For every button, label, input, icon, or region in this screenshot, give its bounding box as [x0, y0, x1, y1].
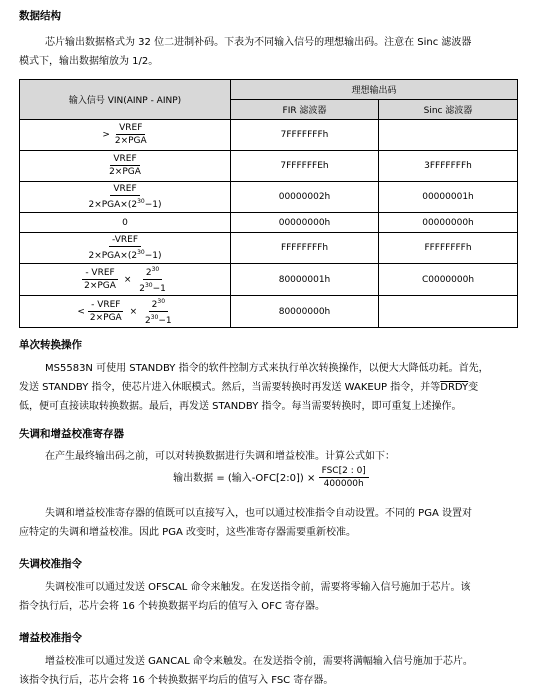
sinc-cell: 00000001h — [379, 182, 518, 213]
offset-line2: 指令执行后，芯片会将 16 个转换数据平均后的值写入 OFC 寄存器。 — [19, 601, 326, 612]
output-code-table — [19, 79, 518, 328]
input-cell: $\frac{\text{VREF}}{\text{2×PGA}}$ — [20, 151, 231, 182]
table-row — [20, 213, 518, 233]
section-title-gain-command: 增益校准指令 — [19, 632, 82, 644]
data-structure-line1: 芯片输出数据格式为 32 位二进制补码。下表为不同输入信号的理想输出码。注意在 Sinc 滤波器 — [45, 37, 472, 48]
sinc-cell: FFFFFFFFh — [379, 233, 518, 264]
section-title-calibration-registers: 失调和增益校准寄存器 — [19, 428, 124, 440]
sinc-cell — [379, 120, 518, 151]
fir-cell: 00000000h — [231, 213, 379, 233]
input-cell: $\frac{\text{VREF}}{2\times PGA\times(2^{30}-1)}$ — [20, 182, 231, 213]
sinc-cell — [379, 296, 518, 328]
table-row — [20, 151, 518, 182]
sinc-cell: C0000000h — [379, 264, 518, 296]
gain-command-paragraph — [19, 652, 523, 690]
input-cell: 0 — [20, 213, 231, 233]
fir-cell: 7FFFFFFEh — [231, 151, 379, 182]
calibration-formula: 输出数据 = (输入-OFC[2:0]) × $\frac{\text{FSC[2 : 0]}}{400000h}$ — [0, 466, 542, 490]
fir-cell: FFFFFFFFh — [231, 233, 379, 264]
header-input-signal: 输入信号 VIN(AINP - AINP) — [20, 80, 231, 120]
gain-line2: 该指令执行后，芯片会将 16 个转换数据平均后的值写入 FSC 寄存器。 — [19, 675, 334, 686]
data-structure-line2: 模式下，输出数据缩放为 1/2。 — [19, 56, 159, 67]
calibration-line2: 失调和增益校准寄存器的值既可以直接写入，也可以通过校准指令自动设置。不同的 PGA 设置对 — [45, 508, 472, 519]
fir-cell: 80000001h — [231, 264, 379, 296]
fir-cell: 80000000h — [231, 296, 379, 328]
offset-command-paragraph — [19, 578, 523, 616]
fir-cell: 00000002h — [231, 182, 379, 213]
header-sinc: Sinc 滤波器 — [379, 100, 518, 120]
table-row — [20, 233, 518, 264]
table-row — [20, 182, 518, 213]
data-structure-paragraph — [19, 33, 523, 71]
single-conversion-paragraph — [19, 359, 523, 416]
calibration-line3: 应特定的失调和增益校准。因此 PGA 改变时，这些准寄存器需要重新校准。 — [19, 527, 356, 538]
fir-cell: 7FFFFFFFh — [231, 120, 379, 151]
calibration-paragraph — [19, 504, 523, 542]
input-cell: > $\frac{\text{VREF}}{\text{2×PGA}}$ — [20, 120, 231, 151]
section-title-offset-command: 失调校准指令 — [19, 558, 82, 570]
offset-line1: 失调校准可以通过发送 OFSCAL 命令来触发。在发送指令前，需要将零输入信号施加于芯片。该 — [45, 582, 471, 593]
table-row — [20, 264, 518, 296]
single-line2: 发送 STANDBY 指令，使芯片进入休眠模式。然后，当需要转换时再发送 WAKEUP 指令，并等DRDY变 — [19, 382, 479, 393]
section-title-data-structure: 数据结构 — [19, 10, 61, 22]
sinc-cell: 00000000h — [379, 213, 518, 233]
section-title-single-conversion: 单次转换操作 — [19, 339, 82, 351]
header-fir: FIR 滤波器 — [231, 100, 379, 120]
table-row — [20, 296, 518, 328]
single-line1: MS5583N 可使用 STANDBY 指令的软件控制方式来执行单次转换操作，以便大大降低功耗。首先， — [45, 363, 489, 374]
input-cell: $\frac{\text{- VREF}}{\text{2×PGA}}$ × $\frac{2^{30}}{2^{30}-1}$ — [20, 264, 231, 296]
input-cell: $\frac{\text{-VREF}}{2\times PGA\times(2^{30}-1)}$ — [20, 233, 231, 264]
header-ideal-output: 理想输出码 — [231, 80, 518, 100]
calibration-intro: 在产生最终输出码之前，可以对转换数据进行失调和增益校准。计算公式如下： — [45, 451, 395, 462]
input-cell: < $\frac{\text{- VREF}}{\text{2×PGA}}$ × $\frac{2^{30}}{2^{30}-1}$ — [20, 296, 231, 328]
sinc-cell: 3FFFFFFFh — [379, 151, 518, 182]
table-row — [20, 120, 518, 151]
gain-line1: 增益校准可以通过发送 GANCAL 命令来触发。在发送指令前，需要将满幅输入信号施加于芯片。 — [45, 656, 473, 667]
single-line3: 低，便可直接读取转换数据。最后，再发送 STANDBY 指令。每当需要转换时，即可重复上述操作。 — [19, 401, 462, 412]
drdy-signal: DRDY — [440, 382, 469, 393]
